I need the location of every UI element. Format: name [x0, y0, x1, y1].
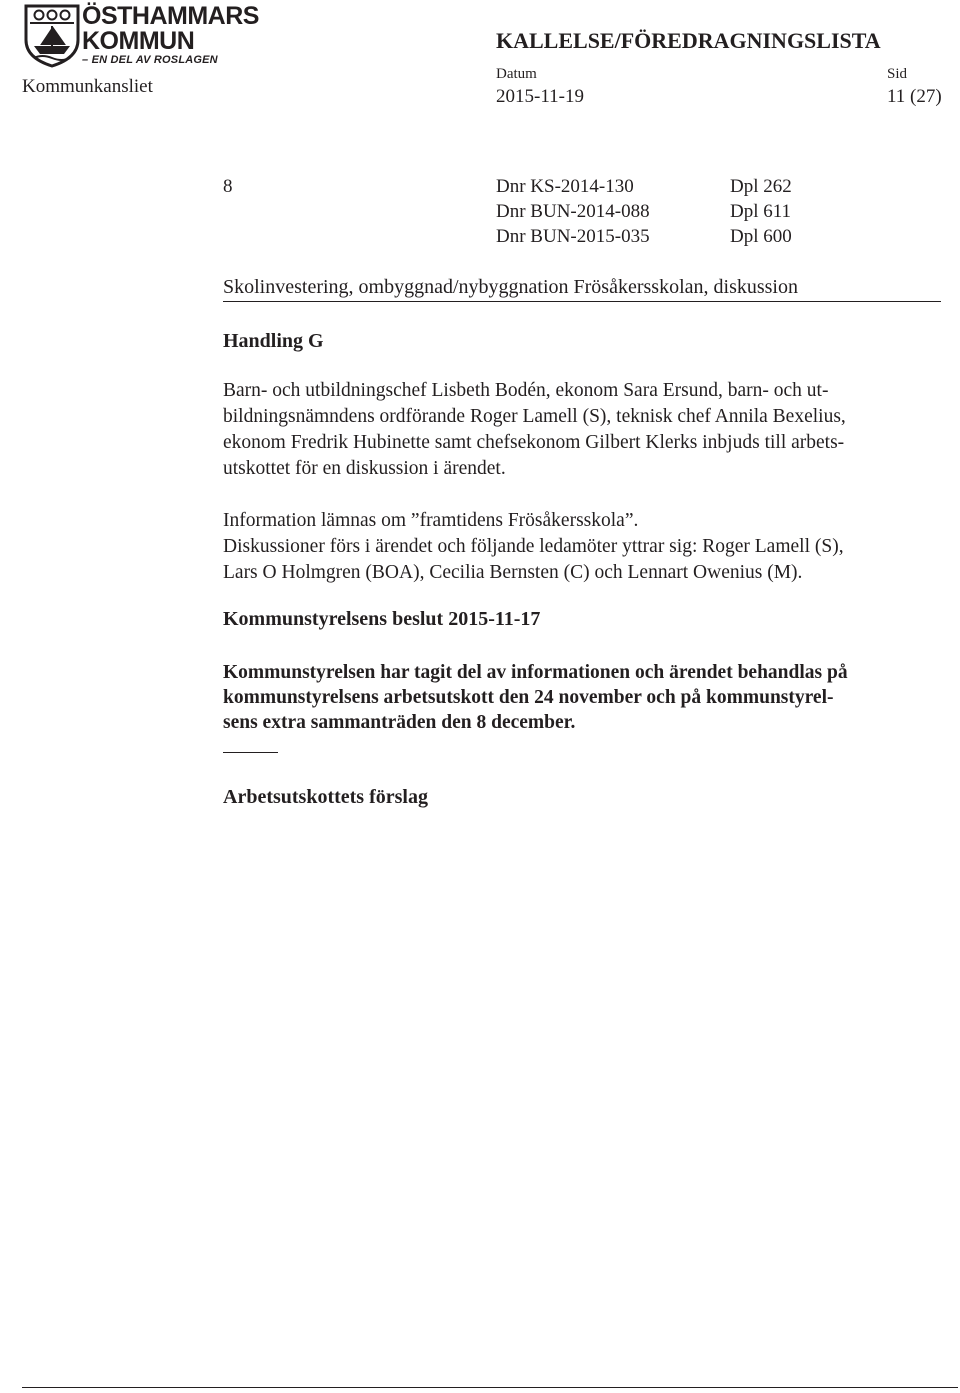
department-name: Kommunkansliet — [22, 76, 153, 97]
information-paragraph — [223, 508, 941, 586]
proposal-heading: Arbetsutskottets förslag — [223, 786, 428, 808]
logo-line2: KOMMUN — [82, 27, 195, 55]
document-title: KALLELSE/FÖREDRAGNINGSLISTA — [496, 28, 881, 53]
item-subject: Skolinvestering, ombyggnad/nybyggnation Frösåkersskolan, diskussion — [223, 276, 798, 298]
decision-heading: Kommunstyrelsens beslut 2015-11-17 — [223, 608, 541, 630]
ship-emblem-icon — [22, 2, 82, 68]
paragraph-line: Kommunstyrelsen har tagit del av informationen och ärendet behandlas på — [223, 662, 848, 683]
page-bottom-rule — [22, 1387, 958, 1388]
paragraph-line: sens extra sammanträden den 8 december. — [223, 712, 576, 733]
paragraph-line: utskottet för en diskussion i ärendet. — [223, 458, 506, 479]
separator-line — [223, 752, 278, 753]
intro-paragraph — [223, 378, 941, 482]
subject-underline — [223, 301, 941, 302]
paragraph-line: ekonom Fredrik Hubinette samt chefsekonom Gilbert Klerks inbjuds till arbets- — [223, 432, 845, 453]
decision-paragraph — [223, 660, 941, 735]
page-label: Sid — [887, 66, 908, 82]
paragraph-line: kommunstyrelsens arbetsutskott den 24 november och på kommunstyrel- — [223, 687, 834, 708]
handling-heading: Handling G — [223, 330, 324, 352]
logo-tagline: – EN DEL AV ROSLAGEN — [82, 54, 218, 66]
date-label: Datum — [496, 66, 537, 82]
paragraph-line: Lars O Holmgren (BOA), Cecilia Bernsten (C) och Lennart Owenius (M). — [223, 562, 803, 583]
paragraph-line: bildningsnämndens ordförande Roger Lamell (S), teknisk chef Annila Bexelius, — [223, 406, 846, 427]
paragraph-line: Barn- och utbildningschef Lisbeth Bodén, ekonom Sara Ersund, barn- och ut- — [223, 380, 829, 401]
page-value: 11 (27) — [887, 86, 942, 107]
paragraph-line: Information lämnas om ”framtidens Frösåkersskola”. — [223, 510, 639, 531]
reference-dnr: Dnr BUN-2015-035 — [496, 226, 650, 247]
date-value: 2015-11-19 — [496, 86, 584, 107]
reference-dpl: Dpl 611 — [730, 201, 792, 222]
reference-dpl: Dpl 262 — [730, 176, 792, 197]
reference-dpl: Dpl 600 — [730, 226, 792, 247]
paragraph-line: Diskussioner förs i ärendet och följande ledamöter yttrar sig: Roger Lamell (S), — [223, 536, 844, 557]
kommun-logo — [22, 2, 259, 70]
reference-dnr: Dnr KS-2014-130 — [496, 176, 634, 197]
item-number: 8 — [223, 176, 233, 197]
logo-line1: ÖSTHAMMARS — [82, 2, 259, 30]
reference-dnr: Dnr BUN-2014-088 — [496, 201, 650, 222]
